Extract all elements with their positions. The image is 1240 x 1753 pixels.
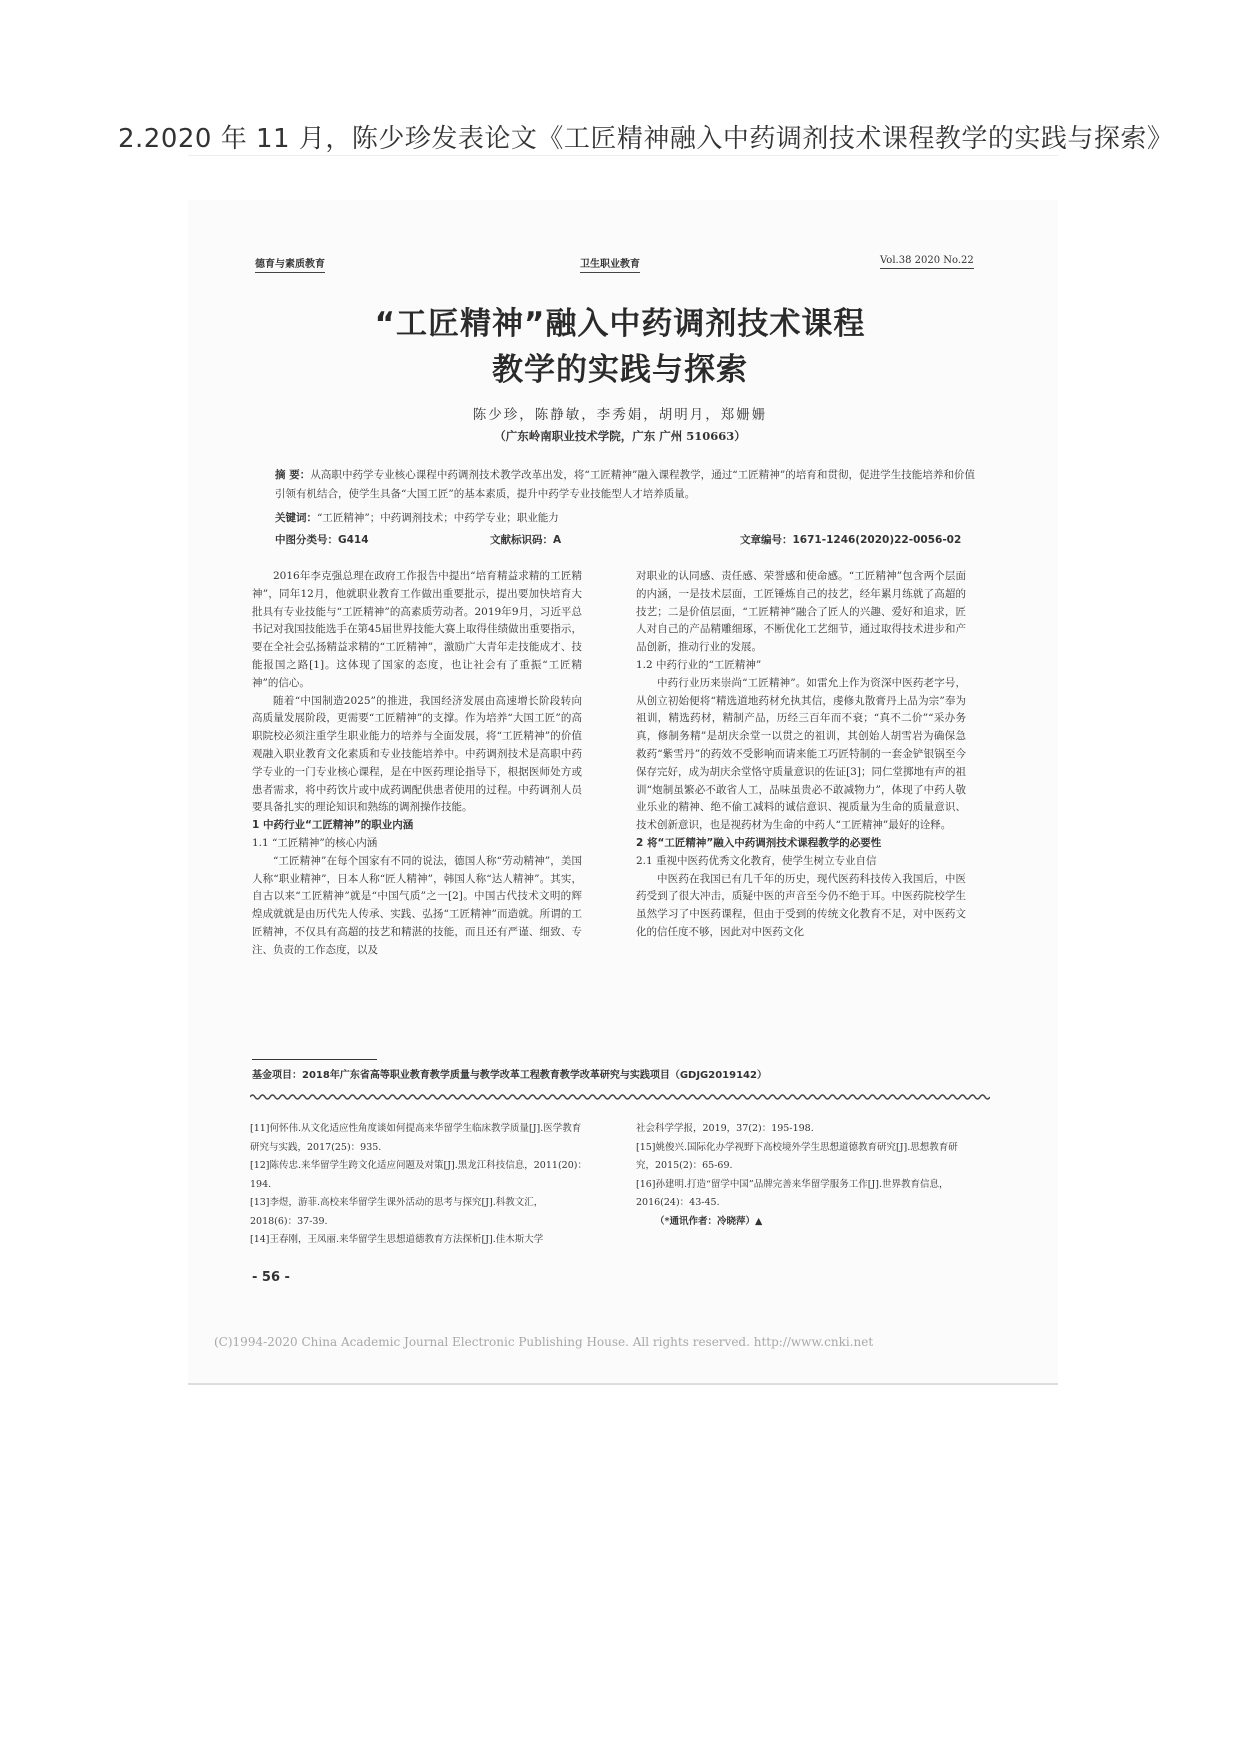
section-heading: 2 将“工匠精神”融入中药调剂技术课程教学的必要性 <box>636 836 882 849</box>
caption-underline <box>188 155 1058 156</box>
reference-item: [12]陈传忠.来华留学生跨文化适应问题及对策[J].黑龙江科技信息，2011(20)：194. <box>250 1160 587 1190</box>
reference-item: [14]王春刚，王凤丽.来华留学生思想道德教育方法探析[J].佳木斯大学 <box>250 1234 544 1245</box>
keywords-label: 关键词： <box>275 512 317 524</box>
body-paragraph: 随着“中国制造2025”的推进，我国经济发展由高速增长阶段转向高质量发展阶段，更需要“工匠精神”的支撑。作为培养“大国工匠”的高职院校必须注重学生职业能力的培养与全面发展，将“工匠精神”的价值观融入职业教育文化素质和专业技能培养中。中药调剂技术是高职中药学专业的一门专业核心课程，是在中医药理论指导下，根据医师处方或患者需求，将中药饮片或中成药调配供患者使用的过程。中药调剂人员要具备扎实的理论知识和熟练的调剂操作技能。 <box>252 694 582 814</box>
fund-note: 基金项目：2018年广东省高等职业教育教学质量与教学改革工程教育教学改革研究与实践项目（GDJG2019142） <box>252 1070 767 1081</box>
subsection-heading: 2.1 重视中医药优秀文化教育，使学生树立专业自信 <box>636 854 877 867</box>
article-number: 文章编号：1671-1246(2020)22-0056-02 <box>740 534 962 546</box>
document-code: 文献标识码：A <box>490 534 562 546</box>
subsection-heading: 1.1 “工匠精神”的核心内涵 <box>252 836 378 849</box>
journal-header-right: Vol.38 2020 No.22 <box>880 255 974 269</box>
wavy-divider <box>250 1092 990 1102</box>
abstract <box>275 466 975 504</box>
reference-item: [13]李煜，游菲.高校来华留学生课外活动的思考与探究[J].科教文汇，2018(6)：37-39. <box>250 1197 544 1227</box>
journal-header-left: 德育与素质教育 <box>255 255 325 273</box>
keywords-text: “工匠精神”；中药调剂技术；中药学专业；职业能力 <box>317 512 559 524</box>
body-right-column <box>636 568 966 942</box>
reference-item: 社会科学学报，2019，37(2)：195-198. <box>636 1123 814 1134</box>
keywords <box>275 510 559 525</box>
paper-authors: 陈少珍，陈静敏，李秀娟，胡明月，郑姗姗 <box>472 407 768 423</box>
references-left <box>250 1120 590 1250</box>
paper-affiliation: （广东岭南职业技术学院，广东 广州 510663） <box>494 429 746 443</box>
abstract-label: 摘 要： <box>275 469 311 481</box>
references-right <box>636 1120 976 1231</box>
class-number: 中图分类号：G414 <box>275 534 369 546</box>
subsection-heading: 1.2 中药行业的“工匠精神” <box>636 658 762 671</box>
copyright-notice: (C)1994-2020 China Academic Journal Electronic Publishing House. All rights reserved. http://www.cnki.net <box>214 1335 874 1349</box>
abstract-text: 从高职中药学专业核心课程中药调剂技术教学改革出发，将“工匠精神”融入课程教学，通过“工匠精神”的培育和贯彻，促进学生技能培养和价值引领有机结合，使学生具备“大国工匠”的基本素质，提升中药学专业技能型人才培养质量。 <box>275 469 975 500</box>
paper-title-line1: “工匠精神”融入中药调剂技术课程 <box>374 306 866 342</box>
page-number: - 56 - <box>252 1270 290 1285</box>
bottom-divider <box>188 1383 1058 1385</box>
reference-item: [15]姚俊兴.国际化办学视野下高校境外学生思想道德教育研究[J].思想教育研究，2015(2)：65-69. <box>636 1141 958 1171</box>
page-caption: 2.2020 年 11 月，陈少珍发表论文《工匠精神融入中药调剂技术课程教学的实践与探索》 <box>118 124 1174 154</box>
body-left-column <box>252 568 582 960</box>
body-paragraph: 2016年李克强总理在政府工作报告中提出“培育精益求精的工匠精神”，同年12月，他就职业教育工作做出重要批示，提出要加快培育大批具有专业技能与“工匠精神”的高素质劳动者。2019年9月，习近平总书记对我国技能选手在第45届世界技能大赛上取得佳绩做出重要指示，要在全社会弘扬精益求精的“工匠精神”，激励广大青年走技能成才、技能报国之路[1]。这体现了国家的态度，也让社会有了重振“工匠精神”的信心。 <box>252 570 582 689</box>
section-heading: 1 中药行业“工匠精神”的职业内涵 <box>252 819 414 832</box>
reference-item: [16]孙建明.打造“留学中国”品牌完善来华留学服务工作[J].世界教育信息，2016(24)：43-45. <box>636 1178 949 1208</box>
journal-header-center: 卫生职业教育 <box>580 255 640 273</box>
fund-separator <box>252 1059 377 1060</box>
paper-title-line2: 教学的实践与探索 <box>492 352 748 388</box>
body-paragraph: 对职业的认同感、责任感、荣誉感和使命感。“工匠精神”包含两个层面的内涵，一是技术层面，工匠锤炼自己的技艺，经年累月练就了高超的技艺；二是价值层面，“工匠精神”融合了匠人的兴趣、爱好和追求，匠人对自己的产品精雕细琢，不断优化工艺细节，通过取得技术进步和产品创新，推动行业的发展。 <box>636 570 966 654</box>
body-paragraph: 中药行业历来崇尚“工匠精神”。如雷允上作为资深中医药老字号，从创立初始便将“精选道地药材允执其信，虔修丸散膏丹上品为宗”奉为祖训，精选药材，精制产品，历经三百年而不衰；“真不二价”“采办务真，修制务精”是胡庆余堂一以贯之的祖训，其创始人胡雪岩为确保急救药“紫雪丹”的药效不受影响而请来能工巧匠特制的一套金铲银锅至今保存完好，成为胡庆余堂恪守质量意识的佐证[3]；同仁堂掷地有声的祖训“炮制虽繁必不敢省人工，品味虽贵必不敢减物力”，体现了中药人敬业乐业的精神、绝不偷工减料的诚信意识、视质量为生命的质量意识、技术创新意识，也是视药材为生命的中药人“工匠精神”最好的诠释。 <box>636 676 966 832</box>
body-paragraph: “工匠精神”在每个国家有不同的说法，德国人称“劳动精神”，美国人称“职业精神”，日本人称“匠人精神”，韩国人称“达人精神”。其实，自古以来“工匠精神”就是“中国气质”之一[2]。中国古代技术文明的辉煌成就就是由历代先人传承、实践、弘扬“工匠精神”而造就。所谓的工匠精神，不仅具有高超的技艺和精湛的技能，而且还有严谨、细致、专注、负责的工作态度，以及 <box>252 854 582 956</box>
reference-item: [11]何怀伟.从文化适应性角度谈如何提高来华留学生临床教学质量[J].医学教育研究与实践，2017(25)：935. <box>250 1123 582 1153</box>
body-paragraph: 中医药在我国已有几千年的历史，现代医药科技传入我国后，中医药受到了很大冲击，质疑中医的声音至今仍不绝于耳。中医药院校学生虽然学习了中医药课程，但由于受到的传统文化教育不足，对中医药文化的信任度不够，因此对中医药文化 <box>636 872 966 938</box>
editor-note: （*通讯作者：冷晓萍）▲ <box>655 1215 763 1227</box>
